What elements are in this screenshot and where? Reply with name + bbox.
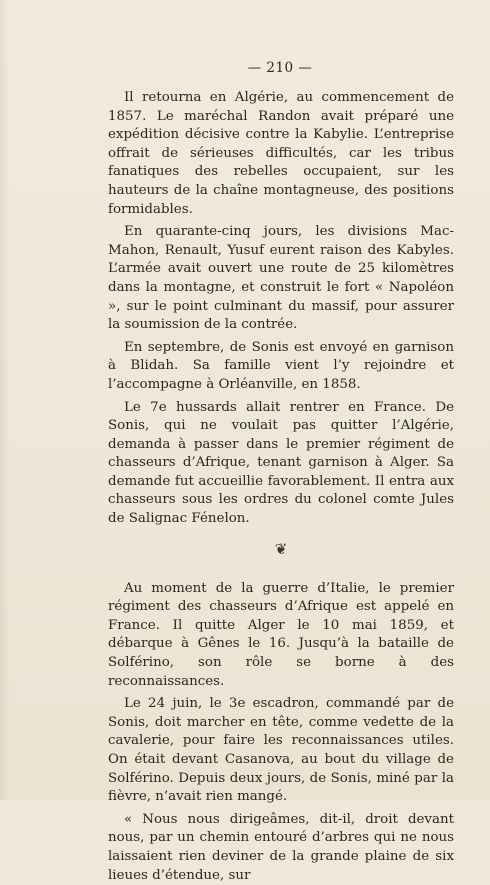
paragraph-1: Il retourna en Algérie, au commencement de 1857. Le maréchal Randon avait préparé une expédition décisive contre la Kabylie. L’entreprise offrait de sérieuses difficultés, car les tribus fanatiques des rebelles occupaient, sur les hauteurs de la chaîne montagneuse, des positions formidables. xyxy=(108,90,454,217)
paragraph-2: En quarante-cinq jours, les divisions Mac-Mahon, Renault, Yusuf eurent raison des Kabyles. L’armée avait ouvert une route de 25 kilomètres dans la montagne, et construit le fort « Napoléon », sur le point culminant du massif, pour assurer la soumission de la contrée. xyxy=(108,224,454,333)
paragraph-6: Le 24 juin, le 3e escadron, commandé par de Sonis, doit marcher en tête, comme vedette de la cavalerie, pour faire les reconnaissances utiles. On était devant Casanova, au bout du village de Solférino. Depuis deux jours, de Sonis, miné par la fièvre, n’avait rien mangé. xyxy=(108,696,454,805)
paragraph-3: En septembre, de Sonis est envoyé en garnison à Blidah. Sa famille vient l’y rejoindre et l’accompagne à Orléanville, en 1858. xyxy=(108,339,454,392)
paragraph-4: Le 7e hussards allait rentrer en France. De Sonis, qui ne voulait pas quitter l’Algérie, demanda à passer dans le premier régiment de chasseurs d’Afrique, tenant garnison à Alger. Sa demande fut accueillie favorablement. Il entra aux chasseurs sous les ordres du colonel comte Jules de Salignac Fénelon. xyxy=(108,399,454,527)
page-edge-shadow xyxy=(0,0,10,800)
fleuron-ornament-icon: ❦ xyxy=(274,539,288,558)
body-text xyxy=(108,89,454,885)
page-number: — 210 — xyxy=(247,60,313,76)
paragraph-5: Au moment de la guerre d’Italie, le premier régiment des chasseurs d’Afrique est appelé en France. Il quitte Alger le 10 mai 1859, et débarque à Gênes le 16. Jusqu’à la bataille de Solférino, son rôle se borne à des reconnaissances. xyxy=(108,580,454,689)
paragraph-7: « Nous nous dirigeâmes, dit-il, droit devant nous, par un chemin entouré d’arbres qui ne nous laissaient rien deviner de la grande plaine de six lieues d’étendue, sur xyxy=(108,811,454,883)
